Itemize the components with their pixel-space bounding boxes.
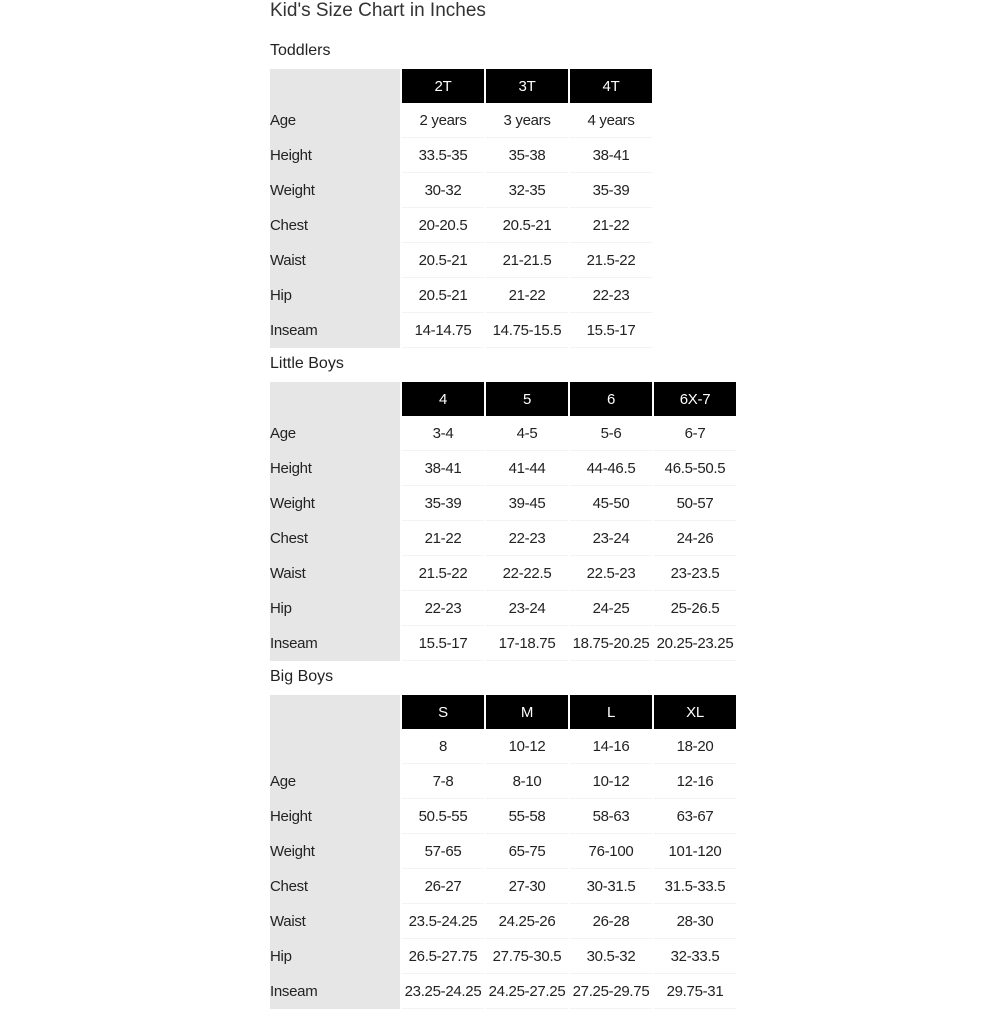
table-cell: 50-57 <box>653 486 736 521</box>
table-cell: 2 years <box>401 103 485 138</box>
table-cell: 23-23.5 <box>653 556 736 591</box>
table-cell: 23.5-24.25 <box>401 904 485 939</box>
table-cell: 14-16 <box>569 729 653 764</box>
table-cell: 4-5 <box>485 416 569 451</box>
table-cell: 4 years <box>569 103 652 138</box>
table-cell: 44-46.5 <box>569 451 653 486</box>
section-title-toddlers: Toddlers <box>270 42 331 59</box>
table-cell: 35-38 <box>485 138 569 173</box>
table-cell: 27.25-29.75 <box>569 974 653 1009</box>
table-cell: 3 years <box>485 103 569 138</box>
table-cell: 33.5-35 <box>401 138 485 173</box>
table-cell: 6-7 <box>653 416 736 451</box>
table-cell: 32-35 <box>485 173 569 208</box>
table-cell: 14.75-15.5 <box>485 313 569 348</box>
table-cell: 10-12 <box>485 729 569 764</box>
table-cell: 35-39 <box>569 173 652 208</box>
table-cell: 39-45 <box>485 486 569 521</box>
row-label: Age <box>270 416 401 451</box>
table-cell: 45-50 <box>569 486 653 521</box>
table-cell: 38-41 <box>569 138 652 173</box>
table-cell: 30.5-32 <box>569 939 653 974</box>
row-label: Hip <box>270 278 401 313</box>
table-row <box>270 834 736 869</box>
table-cell: 18.75-20.25 <box>569 626 653 661</box>
table-row <box>270 451 736 486</box>
table-row <box>270 556 736 591</box>
size-header-cell: 6X-7 <box>653 382 736 416</box>
row-label: Waist <box>270 904 401 939</box>
table-cell: 22-23 <box>569 278 652 313</box>
table-cell: 14-14.75 <box>401 313 485 348</box>
table-cell: 63-67 <box>653 799 736 834</box>
table-cell: 101-120 <box>653 834 736 869</box>
size-header-cell: 5 <box>485 382 569 416</box>
table-cell: 3-4 <box>401 416 485 451</box>
table-cell: 22-22.5 <box>485 556 569 591</box>
table-row <box>270 278 652 313</box>
table-row <box>270 591 736 626</box>
table-cell: 24.25-26 <box>485 904 569 939</box>
row-label: Height <box>270 799 401 834</box>
table-cell: 17-18.75 <box>485 626 569 661</box>
table-cell: 58-63 <box>569 799 653 834</box>
table-cell: 32-33.5 <box>653 939 736 974</box>
big-boys-size-table <box>270 695 736 1009</box>
table-cell: 21-22 <box>485 278 569 313</box>
table-cell: 8-10 <box>485 764 569 799</box>
table-row <box>270 626 736 661</box>
little-boys-size-table <box>270 382 736 661</box>
table-cell: 30-31.5 <box>569 869 653 904</box>
table-cell: 21.5-22 <box>401 556 485 591</box>
row-label: Weight <box>270 834 401 869</box>
table-cell: 26.5-27.75 <box>401 939 485 974</box>
row-label: Weight <box>270 486 401 521</box>
row-label: Weight <box>270 173 401 208</box>
table-cell: 20-20.5 <box>401 208 485 243</box>
table-cell: 27-30 <box>485 869 569 904</box>
table-cell: 5-6 <box>569 416 653 451</box>
table-cell: 21.5-22 <box>569 243 652 278</box>
table-row <box>270 729 736 764</box>
row-label: Height <box>270 451 401 486</box>
table-cell: 25-26.5 <box>653 591 736 626</box>
table-cell: 46.5-50.5 <box>653 451 736 486</box>
table-cell: 23-24 <box>569 521 653 556</box>
row-label: Inseam <box>270 313 401 348</box>
size-header-row <box>270 695 736 729</box>
table-cell: 15.5-17 <box>569 313 652 348</box>
table-row <box>270 313 652 348</box>
table-cell: 18-20 <box>653 729 736 764</box>
table-cell: 24.25-27.25 <box>485 974 569 1009</box>
size-header-cell: XL <box>653 695 736 729</box>
size-header-cell: 6 <box>569 382 653 416</box>
table-cell: 31.5-33.5 <box>653 869 736 904</box>
table-row <box>270 974 736 1009</box>
table-cell: 65-75 <box>485 834 569 869</box>
page-title: Kid's Size Chart in Inches <box>270 0 486 21</box>
size-header-cell: L <box>569 695 653 729</box>
size-header-cell: M <box>485 695 569 729</box>
table-cell: 21-21.5 <box>485 243 569 278</box>
table-cell: 15.5-17 <box>401 626 485 661</box>
table-row <box>270 208 652 243</box>
table-cell: 24-25 <box>569 591 653 626</box>
table-cell: 24-26 <box>653 521 736 556</box>
row-label: Chest <box>270 869 401 904</box>
table-cell: 20.5-21 <box>401 243 485 278</box>
table-cell: 35-39 <box>401 486 485 521</box>
table-row <box>270 869 736 904</box>
size-header-cell: 3T <box>485 69 569 103</box>
table-cell: 7-8 <box>401 764 485 799</box>
table-row <box>270 764 736 799</box>
section-title-little-boys: Little Boys <box>270 355 344 372</box>
table-cell: 29.75-31 <box>653 974 736 1009</box>
row-label: Waist <box>270 556 401 591</box>
table-cell: 20.25-23.25 <box>653 626 736 661</box>
size-header-row <box>270 382 736 416</box>
table-cell: 55-58 <box>485 799 569 834</box>
table-cell: 26-28 <box>569 904 653 939</box>
size-header-cell: S <box>401 695 485 729</box>
table-row <box>270 138 652 173</box>
table-row <box>270 939 736 974</box>
row-label: Inseam <box>270 626 401 661</box>
table-row <box>270 416 736 451</box>
row-label: Age <box>270 764 401 799</box>
table-cell: 20.5-21 <box>485 208 569 243</box>
row-label: Height <box>270 138 401 173</box>
table-cell: 10-12 <box>569 764 653 799</box>
table-row <box>270 173 652 208</box>
table-cell: 26-27 <box>401 869 485 904</box>
table-cell: 27.75-30.5 <box>485 939 569 974</box>
table-cell: 38-41 <box>401 451 485 486</box>
row-label <box>270 729 401 764</box>
row-label: Hip <box>270 591 401 626</box>
table-row <box>270 103 652 138</box>
table-cell: 22-23 <box>401 591 485 626</box>
row-label: Hip <box>270 939 401 974</box>
table-cell: 50.5-55 <box>401 799 485 834</box>
row-label: Waist <box>270 243 401 278</box>
table-cell: 76-100 <box>569 834 653 869</box>
table-cell: 28-30 <box>653 904 736 939</box>
table-cell: 22-23 <box>485 521 569 556</box>
row-label: Age <box>270 103 401 138</box>
table-cell: 23.25-24.25 <box>401 974 485 1009</box>
table-row <box>270 521 736 556</box>
table-row <box>270 486 736 521</box>
row-label: Chest <box>270 208 401 243</box>
table-cell: 12-16 <box>653 764 736 799</box>
header-corner-cell <box>270 69 401 103</box>
table-cell: 41-44 <box>485 451 569 486</box>
table-cell: 21-22 <box>401 521 485 556</box>
table-cell: 20.5-21 <box>401 278 485 313</box>
size-header-cell: 2T <box>401 69 485 103</box>
size-header-cell: 4 <box>401 382 485 416</box>
toddlers-size-table <box>270 69 652 348</box>
header-corner-cell <box>270 695 401 729</box>
table-cell: 57-65 <box>401 834 485 869</box>
table-row <box>270 904 736 939</box>
table-cell: 8 <box>401 729 485 764</box>
size-header-cell: 4T <box>569 69 652 103</box>
table-row <box>270 243 652 278</box>
table-cell: 23-24 <box>485 591 569 626</box>
table-cell: 22.5-23 <box>569 556 653 591</box>
table-row <box>270 799 736 834</box>
size-header-row <box>270 69 652 103</box>
section-title-big-boys: Big Boys <box>270 668 334 685</box>
table-cell: 30-32 <box>401 173 485 208</box>
row-label: Inseam <box>270 974 401 1009</box>
table-cell: 21-22 <box>569 208 652 243</box>
header-corner-cell <box>270 382 401 416</box>
row-label: Chest <box>270 521 401 556</box>
